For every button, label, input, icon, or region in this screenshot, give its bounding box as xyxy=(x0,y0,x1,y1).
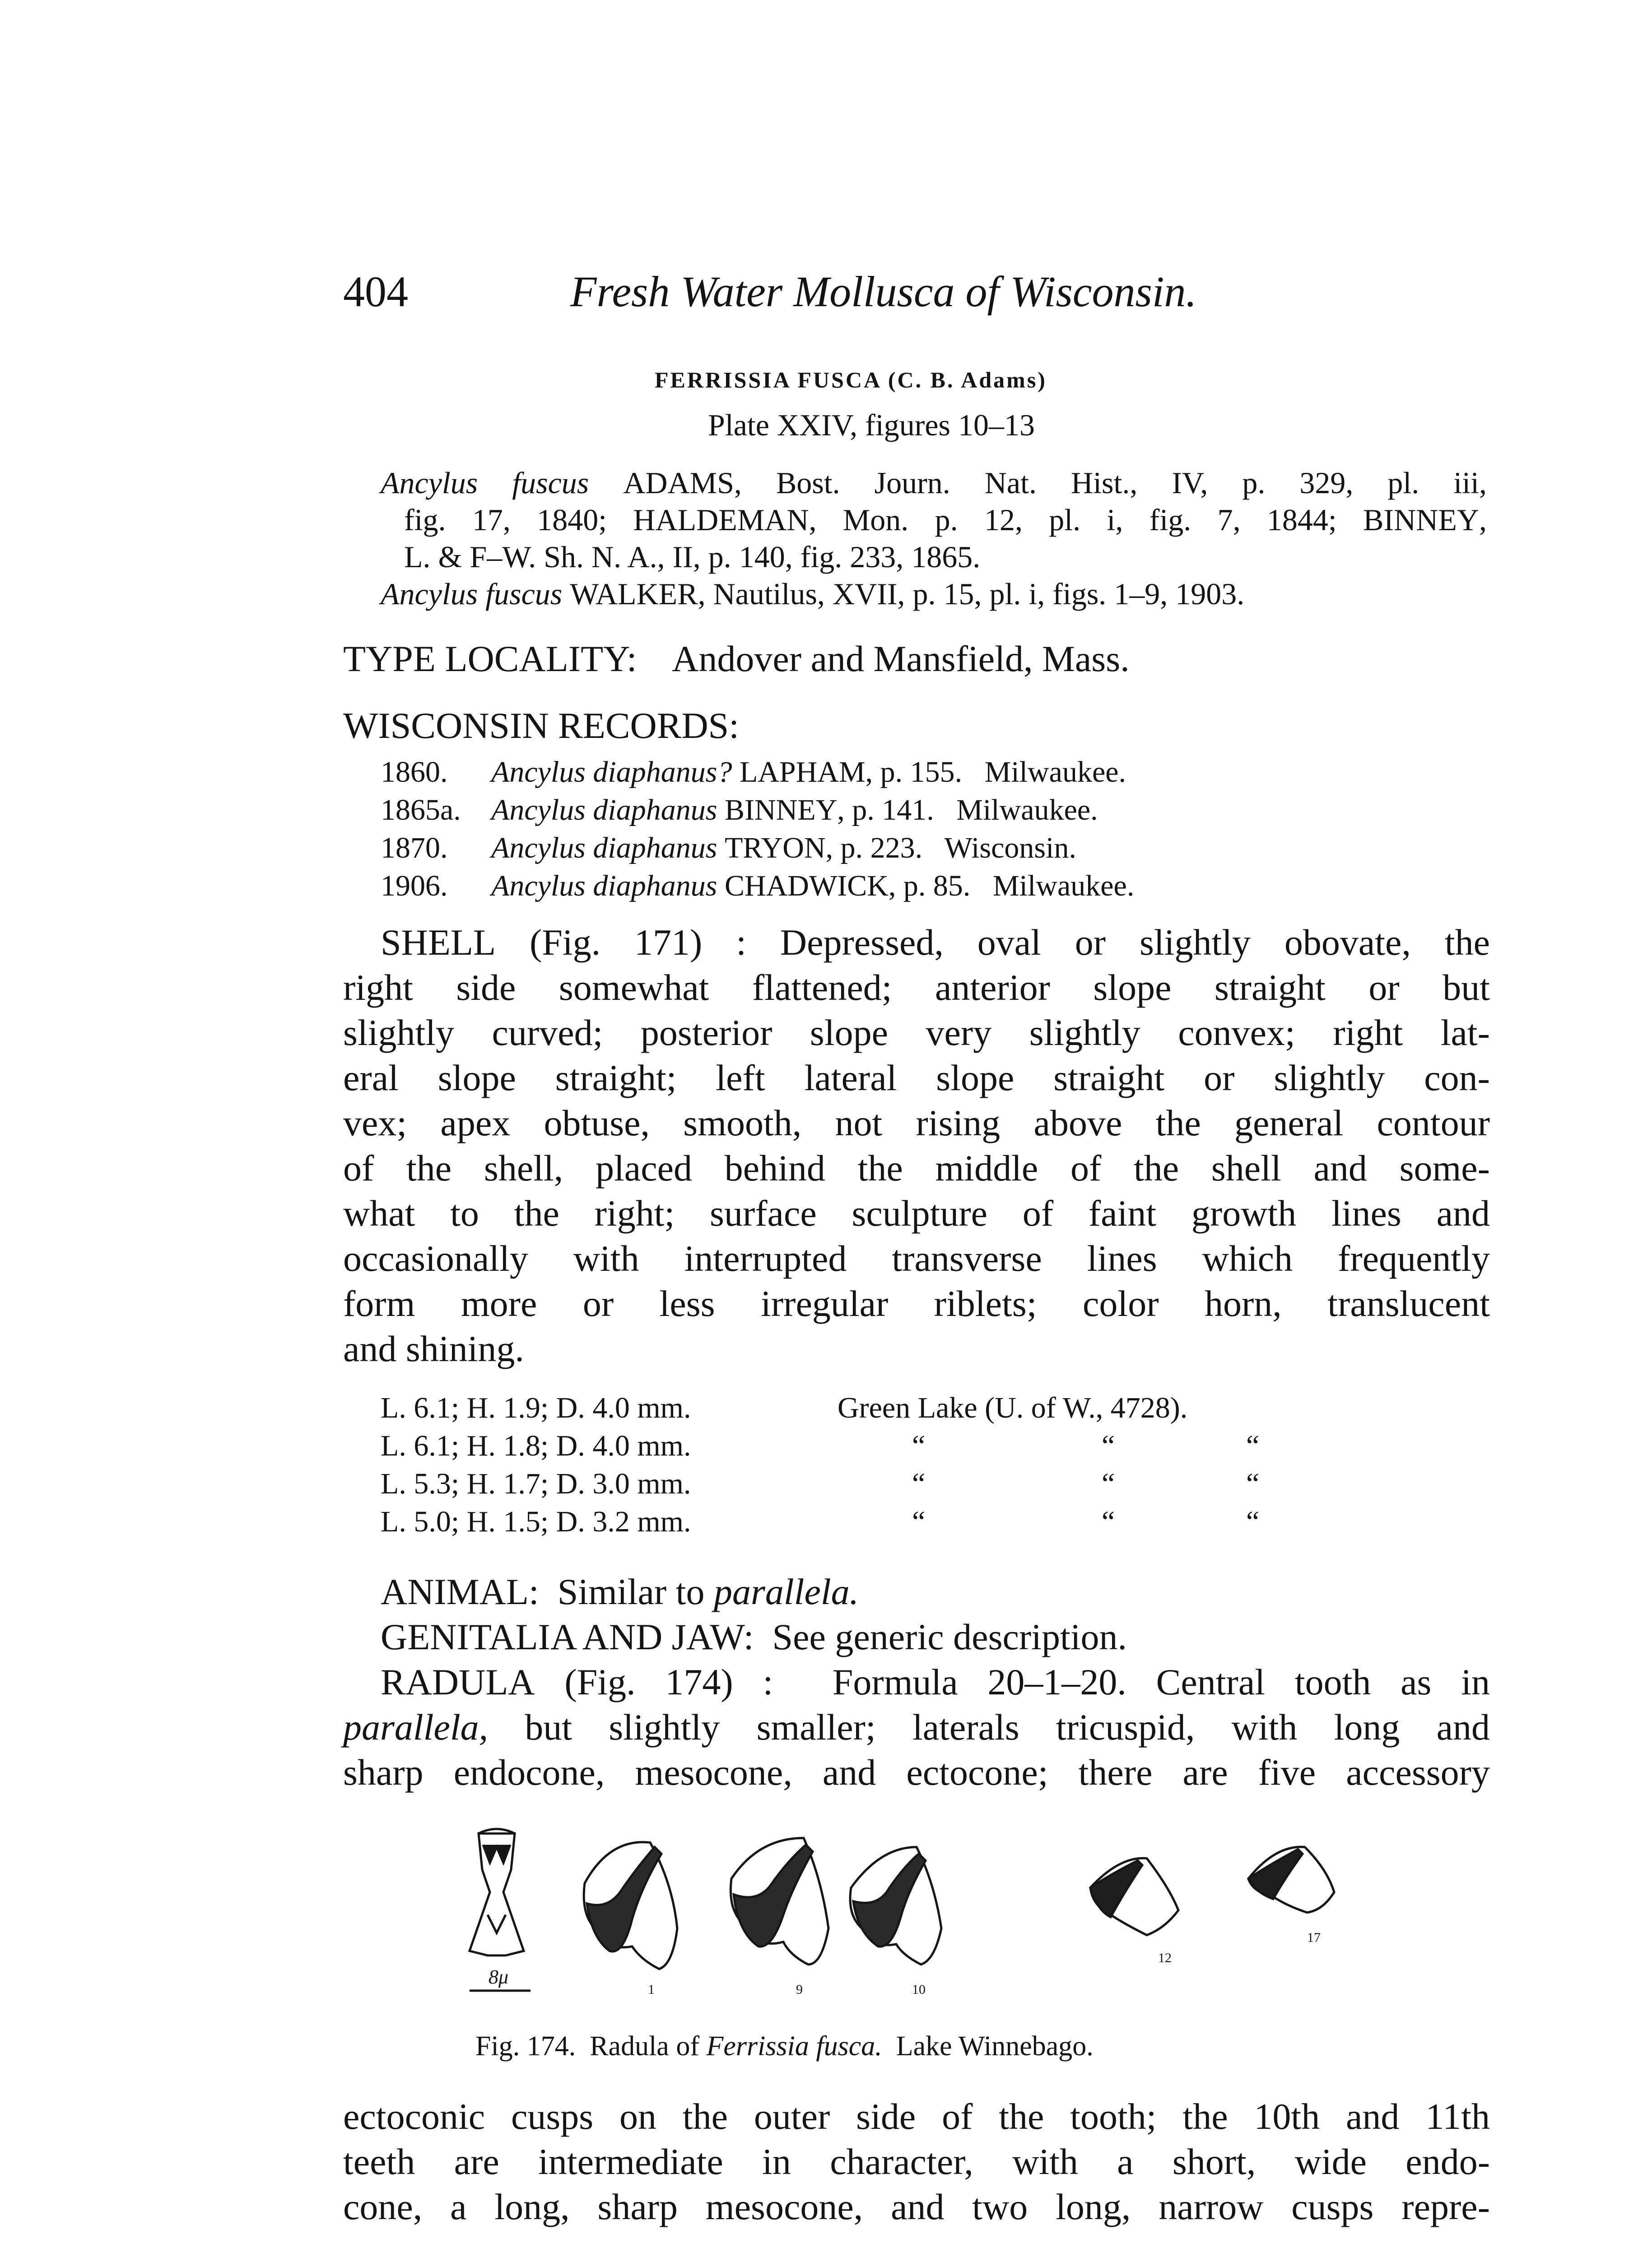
tooth-label: 12 xyxy=(1158,1950,1172,1965)
page-number: 404 xyxy=(343,267,408,316)
radula-figure xyxy=(461,1820,1400,2019)
shell-line: vex; apex obtuse, smooth, not rising above the general contour xyxy=(343,1102,1490,1143)
lateral-tooth-drawing xyxy=(584,1842,677,1969)
lateral-tooth-drawing xyxy=(731,1838,828,1964)
marginal-tooth-drawing xyxy=(1090,1858,1178,1935)
record-row: 1906. Ancylus diaphanus CHADWICK, p. 85. Milwaukee. xyxy=(381,869,1135,902)
measurement-row: L. 5.3; H. 1.7; D. 3.0 mm. “ “ “ xyxy=(381,1467,1260,1500)
shell-line: eral slope straight; left lateral slope straight or slightly con- xyxy=(343,1057,1490,1098)
figure-caption: Fig. 174. Radula of Ferrissia fusca. Lake Winnebago. xyxy=(475,2031,1094,2062)
tooth-label: 1 xyxy=(648,1982,655,1997)
running-head xyxy=(343,266,1282,321)
continuation-line: cone, a long, sharp mesocone, and two long, narrow cusps repre- xyxy=(343,2186,1490,2227)
record-row: 1865a. Ancylus diaphanus BINNEY, p. 141. Milwaukee. xyxy=(381,793,1098,826)
shell-line: slightly curved; posterior slope very slightly convex; right lat- xyxy=(343,1012,1490,1053)
marginal-tooth-drawing xyxy=(1248,1847,1334,1913)
tooth-label: 17 xyxy=(1307,1930,1321,1945)
continuation-line: teeth are intermediate in character, with a short, wide endo- xyxy=(343,2141,1490,2182)
synonymy-line: fig. 17, 1840; HALDEMAN, Mon. p. 12, pl. i, fig. 7, 1844; BINNEY, xyxy=(404,503,1487,537)
radula-line: sharp endocone, mesocone, and ectocone; there are five accessory xyxy=(343,1752,1490,1793)
measurement-row: L. 6.1; H. 1.8; D. 4.0 mm. “ “ “ xyxy=(381,1429,1260,1462)
shell-line: right side somewhat flattened; anterior slope straight or but xyxy=(343,967,1490,1008)
shell-line: of the shell, placed behind the middle of the shell and some- xyxy=(343,1148,1490,1189)
shell-line: and shining. xyxy=(343,1328,524,1369)
type-locality-label: TYPE LOCALITY: xyxy=(343,638,637,679)
shell-line: occasionally with interrupted transverse lines which frequently xyxy=(343,1238,1490,1279)
scale-label: 8μ xyxy=(489,1966,509,1988)
synonymy-line: Ancylus fuscus WALKER, Nautilus, XVII, p. 15, pl. i, figs. 1–9, 1903. xyxy=(381,577,1245,611)
lateral-tooth-drawing xyxy=(850,1847,941,1964)
species-heading: FERRISSIA FUSCA (C. B. Adams) xyxy=(655,367,1047,392)
plate-reference: Plate XXIV, figures 10–13 xyxy=(708,408,1035,442)
central-tooth-drawing xyxy=(470,1829,524,1955)
shell-line: form more or less irregular riblets; color horn, translucent xyxy=(343,1283,1490,1324)
tooth-label: 10 xyxy=(912,1982,926,1997)
synonymy-line: L. & F–W. Sh. N. A., II, p. 140, fig. 233, 1865. xyxy=(404,540,981,574)
radula-line: parallela, but slightly smaller; laterals tricuspid, with long and xyxy=(343,1707,1490,1748)
shell-line: what to the right; surface sculpture of faint growth lines and xyxy=(343,1193,1490,1234)
running-title: Fresh Water Mollusca of Wisconsin. xyxy=(570,267,1197,316)
continuation-line: ectoconic cusps on the outer side of the tooth; the 10th and 11th xyxy=(343,2096,1490,2137)
record-row: 1870. Ancylus diaphanus TRYON, p. 223. Wisconsin. xyxy=(381,831,1076,864)
radula-first-line: RADULA (Fig. 174) : Formula 20–1–20. Central tooth as in xyxy=(381,1661,1490,1703)
record-row: 1860. Ancylus diaphanus? LAPHAM, p. 155. Milwaukee. xyxy=(381,756,1126,788)
measurement-row: L. 6.1; H. 1.9; D. 4.0 mm. Green Lake (U. of W., 4728). xyxy=(381,1391,1188,1424)
tooth-label: 9 xyxy=(796,1982,803,1997)
shell-first-line: SHELL (Fig. 171) : Depressed, oval or slightly obovate, the xyxy=(381,922,1490,963)
synonymy-line: Ancylus fuscus ADAMS, Bost. Journ. Nat. Hist., IV, p. 329, pl. iii, xyxy=(381,466,1487,500)
wisconsin-records-label: WISCONSIN RECORDS: xyxy=(343,705,740,746)
animal-line: ANIMAL: Similar to parallela. xyxy=(381,1571,859,1612)
type-locality-value: Andover and Mansfield, Mass. xyxy=(672,638,1130,679)
type-locality xyxy=(343,638,1130,680)
measurement-row: L. 5.0; H. 1.5; D. 3.2 mm. “ “ “ xyxy=(381,1505,1260,1538)
genitalia-line: GENITALIA AND JAW: See generic description. xyxy=(381,1616,1127,1657)
